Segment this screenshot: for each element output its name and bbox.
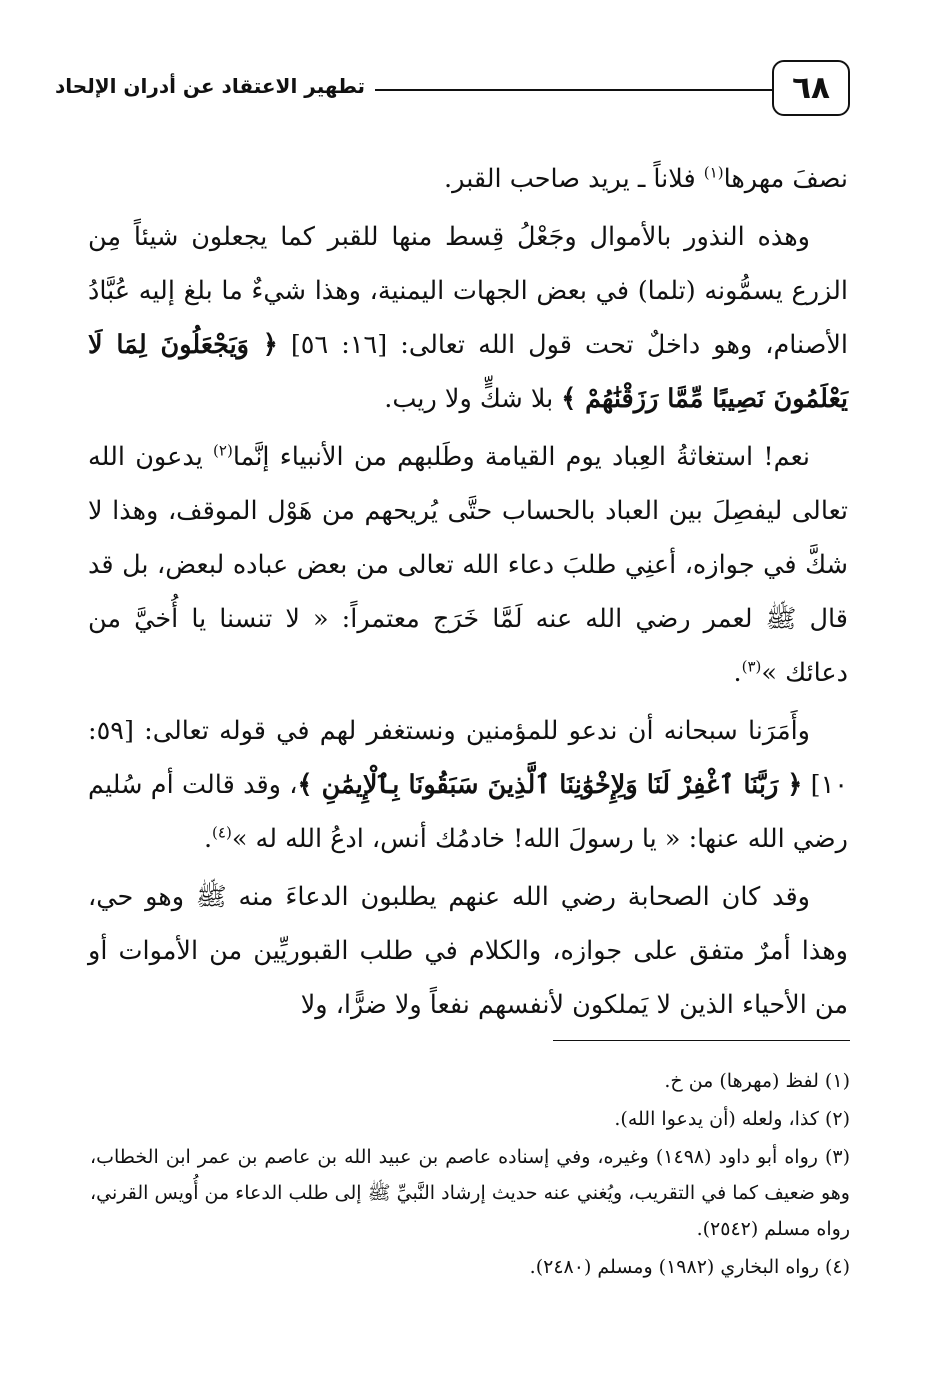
header-rule <box>375 89 772 91</box>
paragraph-text: فلاناً ـ يريد صاحب القبر. <box>444 164 704 194</box>
footnote-ref: (١) <box>703 163 724 182</box>
footnote-ref: (٢) <box>213 441 233 460</box>
paragraph-text: ، وقد قالت أم سُليم رضي الله عنها: « يا رسولَ الله! خادمُك أنس، ادعُ الله له » <box>88 770 848 854</box>
footnotes <box>90 1063 850 1287</box>
paragraph-text: يدعون الله تعالى ليفصِلَ بين العباد بالحساب حتَّى يُريحهم من هَوْل الموقف، وهذا لا شكَّ في جوازه، أعنِي طلبَ دعاء الله تعالى من بعض عباده لبعض، بل قد قال ﷺ لعمر رضي الله عنه لَمَّا خَرَج معتمراً: « لا تنسنا يا أُخيَّ من دعائك » <box>88 442 848 688</box>
paragraph-text: وهذه النذور بالأموال وجَعْلُ قِسط منها للقبر كما يجعلون شيئاً مِن الزرع يسمُّونه (تلما) في بعض الجهات اليمنية، وهذا شيءٌ ما بلغ إليه عُبَّادُ الأصنام، وهو داخلٌ تحت قول الله تعالى: [١٦: ٥٦] <box>88 222 849 360</box>
page-number: ٦٨ <box>772 60 850 116</box>
footnote-1: (١) لفظ (مهرها) من خ. <box>664 1070 850 1092</box>
footnote-ref: (٤) <box>212 823 232 842</box>
paragraph-text: بلا شكٍّ ولا ريب. <box>384 384 562 414</box>
paragraph-text: وقد كان الصحابة رضي الله عنهم يطلبون الدعاءَ منه ﷺ وهو حي، وهذا أمرٌ متفق على جوازه، والكلام في طلب القبوريِّين من الأموات أو من الأحياء الذين لا يَملكون لأنفسهم نفعاً ولا ضرًّا، ولا <box>88 882 848 1020</box>
footnote-4: (٤) رواه البخاري (١٩٨٢) ومسلم (٢٤٨٠). <box>529 1256 850 1278</box>
paragraph-text: وأَمَرَنا سبحانه أن ندعو للمؤمنين ونستغفر لهم في قوله تعالى: [٥٩: ١٠] <box>88 716 848 800</box>
paragraph-2 <box>88 210 848 426</box>
paragraph-text: نصفَ مهرها <box>723 164 848 194</box>
paragraph-text: . <box>203 824 213 854</box>
quran-verse: ﴿ وَيَجْعَلُونَ لِمَا لَا يَعْلَمُونَ نَصِيبًا مِّمَّا رَزَقْنَٰهُمْ ﴾ <box>88 330 848 414</box>
paragraph-3 <box>88 430 848 700</box>
footnote-2: (٢) كذا، ولعله (أن يدعوا الله). <box>614 1108 850 1130</box>
running-title: تطهير الاعتقاد عن أدران الإلحاد <box>55 74 366 98</box>
paragraph-text: نعم! استغاثةُ العِباد يوم القيامة وطَلبهم من الأنبياء إنَّما <box>232 442 810 472</box>
page-header <box>55 60 850 122</box>
main-text <box>88 152 848 1036</box>
footnote-ref: (٣) <box>741 657 762 676</box>
footnote-3: (٣) رواه أبو داود (١٤٩٨) وغيره، وفي إسناده عاصم بن عبيد الله بن عاصم بن عمر ابن الخطاب، وهو ضعيف كما في التقريب، ويُغني عنه حديث إرشاد النَّبيِّ ﷺ إلى طلب الدعاء من أُويس القرني، رواه مسلم (٢٥٤٢). <box>90 1146 850 1240</box>
quran-verse: ﴿ رَبَّنَا ٱغْفِرْ لَنَا وَلِإِخْوَٰنِنَا ٱلَّذِينَ سَبَقُونَا بِٱلْإِيمَٰنِ ﴾ <box>297 770 803 800</box>
paragraph-4 <box>88 704 848 866</box>
paragraph-5 <box>88 870 848 1032</box>
paragraph-1 <box>88 152 848 206</box>
paragraph-text: . <box>733 658 742 688</box>
footnote-separator <box>553 1040 850 1041</box>
